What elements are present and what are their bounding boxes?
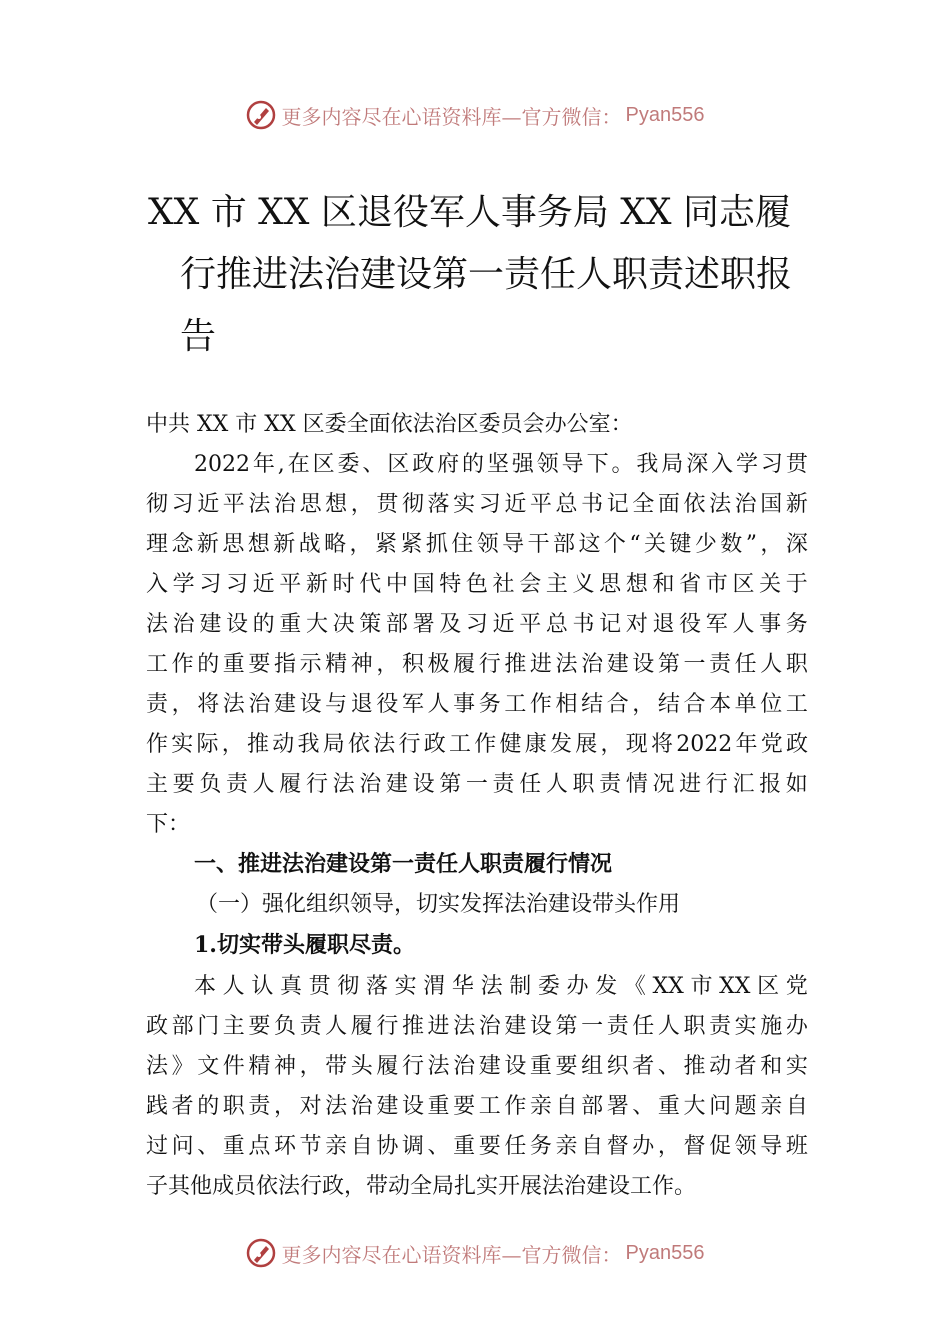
paragraph-line: 法 治 建 设 的 重 大 决 策 部 署 及 习 近 平 总 书 记 对 退 役 军 人 事 务: [146, 612, 808, 637]
paragraph-line: 主 要 负 责 人 履 行 法 治 建 设 第 一 责 任 人 职 责 情 况 进 行 汇 报 如: [146, 772, 808, 797]
paragraph-line: 践 者 的 职 责 ， 对 法 治 建 设 重 要 工 作 亲 自 部 署 、 重 大 问 题 亲 自: [146, 1094, 808, 1119]
paragraph-line: 政 部 门 主 要 负 责 人 履 行 推 进 法 治 建 设 第 一 责 任 人 职 责 实 施 办: [146, 1014, 808, 1039]
watermark-text: 更多内容尽在心语资料库—官方微信：: [281, 104, 622, 129]
paragraph-intro: [146, 445, 808, 845]
paragraph-line: 入 学 习 习 近 平 新 时 代 中 国 特 色 社 会 主 义 思 想 和 省 市 区 关 于: [146, 572, 808, 597]
paragraph-line: 工 作 的 重 要 指 示 精 神 ， 积 极 履 行 推 进 法 治 建 设 第 一 责 任 人 职: [146, 652, 808, 677]
title-line: 行推进法治建设第一责任人职责述职报: [180, 254, 793, 295]
watermark-footer: [0, 1233, 950, 1273]
watermark-header: [0, 95, 950, 135]
document-body: [146, 405, 808, 1207]
paragraph-line: 彻 习 近 平 法 治 思 想 ， 贯 彻 落 实 习 近 平 总 书 记 全 面 依 法 治 国 新: [146, 492, 808, 517]
document-title: [148, 182, 808, 368]
watermark-wechat-id: Pyan556: [625, 103, 705, 126]
paragraph-line: 子其他成员依法行政，带动全局扎实开展法治建设工作。: [146, 1174, 697, 1199]
title-line: XX 市 XX 区退役军人事务局 XX 同志履: [148, 192, 791, 233]
item-heading: 1.切实带头履职尽责。: [194, 932, 415, 958]
paragraph-line: 过 问 、 重 点 环 节 亲 自 协 调 、 重 要 任 务 亲 自 督 办 ， 督 促 领 导 班: [146, 1134, 808, 1159]
pen-logo-icon: [246, 100, 276, 130]
section-heading: 一、推进法治建设第一责任人职责履行情况: [194, 852, 613, 877]
paragraph-line: 2022 年 , 在 区 委 、 区 政 府 的 坚 强 领 导 下 。 我 局 深 入 学 习 贯: [194, 452, 808, 477]
paragraph-line: 法 》 文 件 精 神 ， 带 头 履 行 法 治 建 设 重 要 组 织 者 、 推 动 者 和 实: [146, 1054, 808, 1079]
paragraph-line: 理 念 新 思 想 新 战 略 ， 紧 紧 抓 住 领 导 干 部 这 个 “ 关 键 少 数 ” ， 深: [146, 532, 808, 557]
paragraph-line: 责 ， 将 法 治 建 设 与 退 役 军 人 事 务 工 作 相 结 合 ， 结 合 本 单 位 工: [146, 692, 808, 717]
watermark-wechat-id: Pyan556: [625, 1241, 705, 1264]
paragraph-line: 本 人 认 真 贯 彻 落 实 渭 华 法 制 委 办 发 《 XX 市 XX 区 党: [194, 974, 808, 999]
pen-logo-icon: [246, 1238, 276, 1268]
watermark-text: 更多内容尽在心语资料库—官方微信：: [281, 1242, 622, 1267]
paragraph-line: 下：: [146, 812, 191, 837]
paragraph-line: 作 实 际 ， 推 动 我 局 依 法 行 政 工 作 健 康 发 展 ， 现 将 2022 年 党 政: [146, 732, 808, 757]
paragraph-duty: [146, 967, 808, 1207]
title-line: 告: [180, 316, 217, 357]
salutation: [146, 405, 808, 445]
subsection-heading: （一）强化组织领导，切实发挥法治建设带头作用: [196, 892, 681, 917]
salutation-text: 中共 XX 市 XX 区委全面依法治区委员会办公室：: [146, 412, 633, 437]
